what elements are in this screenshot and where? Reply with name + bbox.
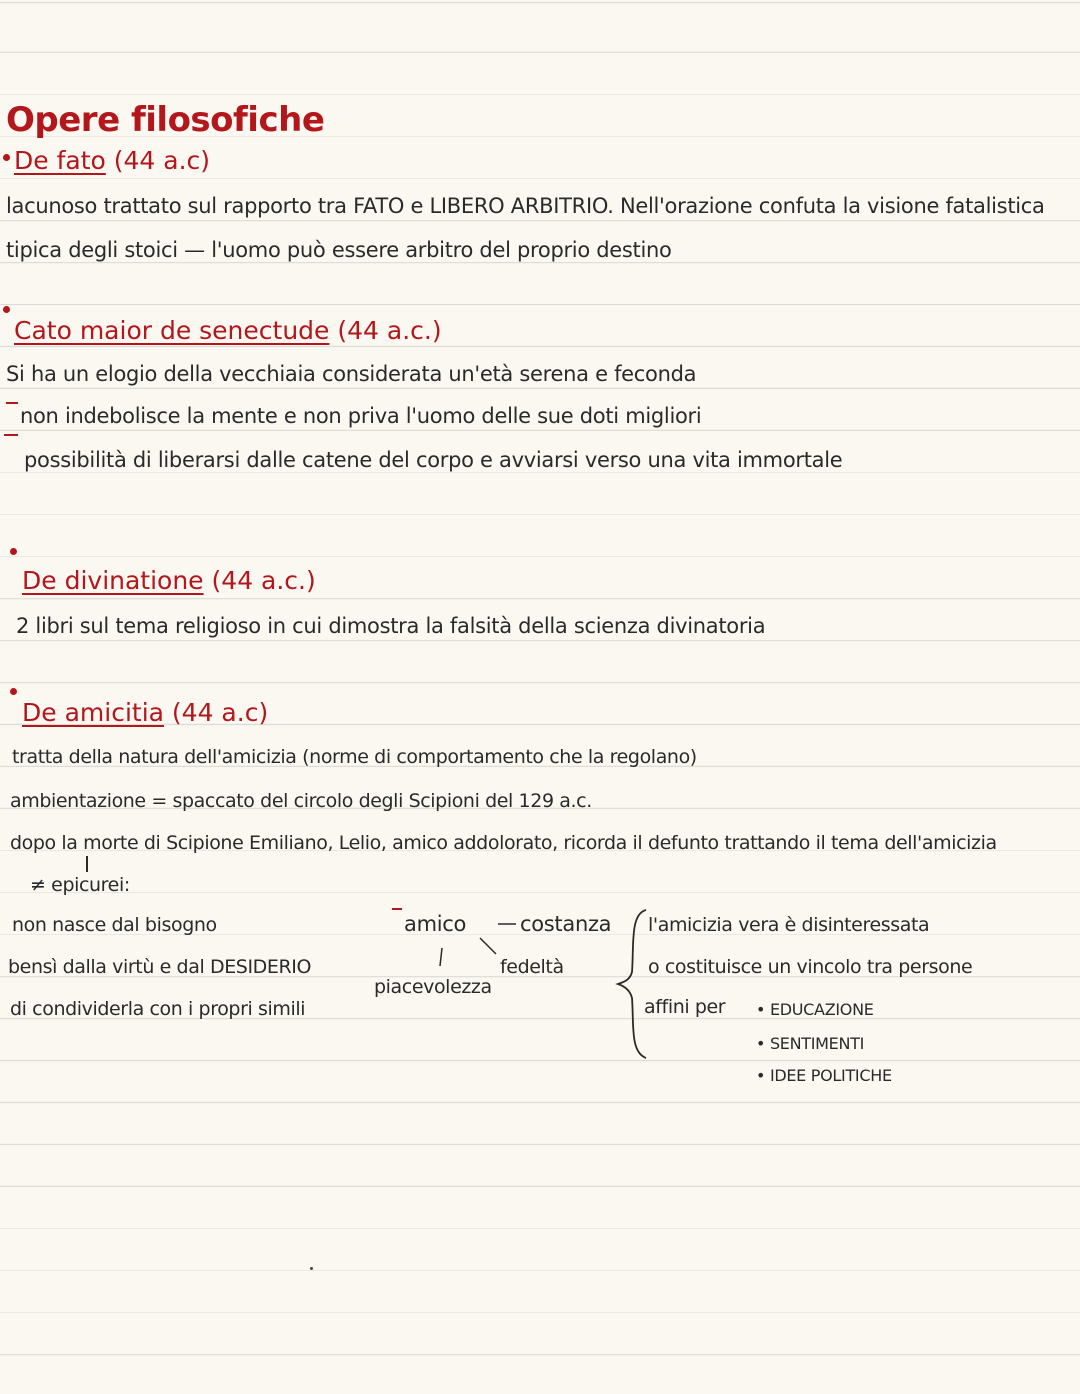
list-item: • EDUCAZIONE <box>756 1000 874 1019</box>
connector-line <box>86 856 88 872</box>
text-line: Si ha un elogio della vecchiaia considerata un'età serena e feconda <box>6 362 697 386</box>
text-line: tratta della natura dell'amicizia (norme di comportamento che la regolano) <box>12 746 697 768</box>
text-line: dopo la morte di Scipione Emiliano, Lelio, amico addolorato, ricorda il defunto trattando il tema dell'amicizia <box>10 832 997 854</box>
epicurei-note: ≠ epicurei: <box>30 874 130 896</box>
costanza-label: costanza <box>520 912 612 936</box>
section-heading-de-divinatione <box>22 566 316 595</box>
bullet-dot <box>10 548 17 555</box>
text-line: tipica degli stoici — l'uomo può essere arbitro del proprio destino <box>6 238 672 262</box>
red-dash <box>6 402 18 404</box>
section-heading-de-amicitia <box>22 698 268 727</box>
text-line: o costituisce un vincolo tra persone <box>648 956 973 978</box>
text-line: non indebolisce la mente e non priva l'uomo delle sue doti migliori <box>20 404 702 428</box>
text-line: non nasce dal bisogno <box>12 914 217 936</box>
bullet-dot <box>3 306 10 313</box>
section-date: (44 a.c) <box>171 698 269 727</box>
amico-label: amico <box>404 912 467 936</box>
section-title: De amicitia <box>22 698 164 727</box>
list-item: • IDEE POLITICHE <box>756 1066 892 1085</box>
text-line: affini per <box>644 996 726 1018</box>
fedelta-label: fedeltà <box>500 956 564 978</box>
text-line: 2 libri sul tema religioso in cui dimostra la falsità della scienza divinatoria <box>16 614 766 638</box>
text-line: l'amicizia vera è disinteressata <box>648 914 930 936</box>
bullet-dot <box>10 688 17 695</box>
section-date: (44 a.c) <box>113 146 211 175</box>
section-title: De fato <box>14 146 106 175</box>
text-line: ambientazione = spaccato del circolo degli Scipioni del 129 a.c. <box>10 790 592 812</box>
bullet-dot <box>3 154 10 161</box>
section-title: De divinatione <box>22 566 204 595</box>
section-heading-de-fato <box>14 146 210 175</box>
text-line: bensì dalla virtù e dal DESIDERIO <box>8 956 312 978</box>
text-line: possibilità di liberarsi dalle catene del corpo e avviarsi verso una vita immortale <box>24 448 843 472</box>
piacevolezza-label: piacevolezza <box>374 976 492 998</box>
section-heading-cato-maior <box>14 316 442 345</box>
text-line: di condividerla con i propri simili <box>10 998 306 1020</box>
red-dash <box>4 434 18 436</box>
page-title: Opere filosofiche <box>6 100 325 140</box>
amico-diagram-lines <box>380 900 630 1000</box>
section-date: (44 a.c.) <box>211 566 316 595</box>
section-date: (44 a.c.) <box>337 316 442 345</box>
list-item: • SENTIMENTI <box>756 1034 865 1053</box>
section-title: Cato maior de senectude <box>14 316 330 345</box>
text-line: lacunoso trattato sul rapporto tra FATO e LIBERO ARBITRIO. Nell'orazione confuta la visione fatalistica <box>6 194 1045 218</box>
list-item-text: EDUCAZIONE <box>769 1000 874 1019</box>
pen-mark <box>310 1267 313 1270</box>
list-item-text: SENTIMENTI <box>769 1034 865 1053</box>
list-item-text: IDEE POLITICHE <box>769 1066 892 1085</box>
